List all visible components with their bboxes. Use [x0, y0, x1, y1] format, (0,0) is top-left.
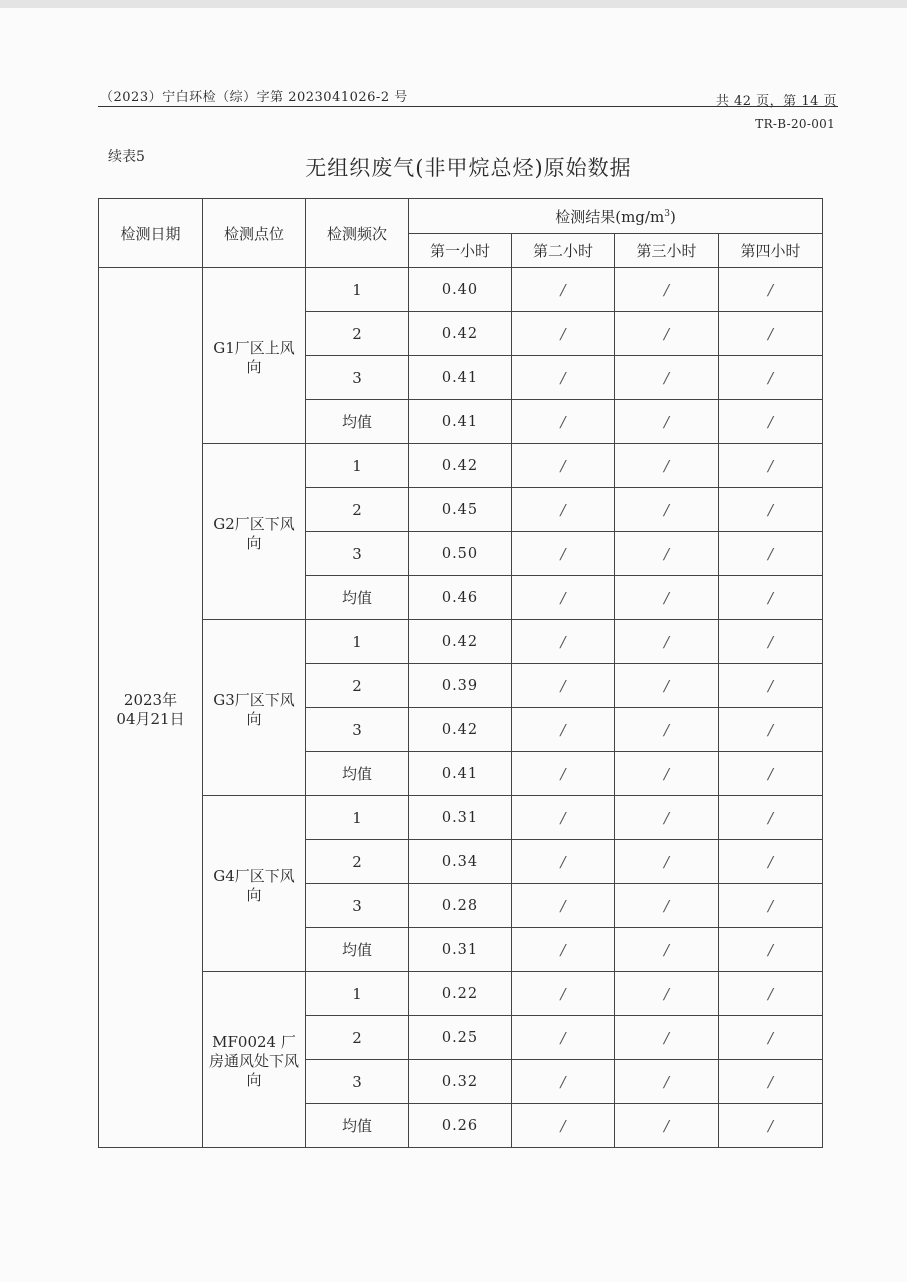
hour3-empty-cell: /	[615, 268, 719, 312]
hour1-value-cell: 0.26	[409, 1104, 512, 1148]
table-row	[99, 620, 823, 664]
hour1-value-cell: 0.42	[409, 312, 512, 356]
table-row	[99, 796, 823, 840]
result-label: 检测结果	[555, 207, 616, 226]
hour1-value-cell: 0.22	[409, 972, 512, 1016]
hour2-empty-cell: /	[512, 444, 615, 488]
col-header-result	[409, 199, 823, 234]
hour3-empty-cell: /	[615, 620, 719, 664]
hour2-empty-cell: /	[512, 928, 615, 972]
document-code: TR-B-20-001	[755, 117, 835, 131]
hour2-empty-cell: /	[512, 664, 615, 708]
hour1-value-cell: 0.39	[409, 664, 512, 708]
hour2-empty-cell: /	[512, 884, 615, 928]
continuation-label: 续表5	[108, 149, 145, 165]
frequency-cell: 3	[306, 884, 409, 928]
hour4-empty-cell: /	[719, 444, 823, 488]
hour3-empty-cell: /	[615, 400, 719, 444]
hour3-empty-cell: /	[615, 444, 719, 488]
hour3-empty-cell: /	[615, 928, 719, 972]
hour1-value-cell: 0.50	[409, 532, 512, 576]
hour1-value-cell: 0.25	[409, 1016, 512, 1060]
frequency-cell: 1	[306, 796, 409, 840]
hour1-value-cell: 0.41	[409, 400, 512, 444]
col-header-frequency: 检测频次	[306, 199, 409, 268]
hour3-empty-cell: /	[615, 796, 719, 840]
frequency-cell: 3	[306, 1060, 409, 1104]
hour3-empty-cell: /	[615, 532, 719, 576]
report-number: （2023）宁白环检（综）字第 2023041026-2 号	[100, 90, 408, 105]
hour4-empty-cell: /	[719, 796, 823, 840]
frequency-cell: 均值	[306, 1104, 409, 1148]
hour1-value-cell: 0.42	[409, 620, 512, 664]
page-title: 无组织废气(非甲烷总烃)原始数据	[305, 156, 632, 180]
hour4-empty-cell: /	[719, 708, 823, 752]
hour4-empty-cell: /	[719, 664, 823, 708]
hour2-empty-cell: /	[512, 708, 615, 752]
hour2-empty-cell: /	[512, 1104, 615, 1148]
header-rule	[98, 106, 838, 107]
hour4-empty-cell: /	[719, 312, 823, 356]
hour4-empty-cell: /	[719, 928, 823, 972]
point-cell: G1厂区上风向	[203, 268, 306, 444]
hour4-empty-cell: /	[719, 532, 823, 576]
hour3-empty-cell: /	[615, 1060, 719, 1104]
hour4-empty-cell: /	[719, 268, 823, 312]
hour2-empty-cell: /	[512, 1060, 615, 1104]
hour4-empty-cell: /	[719, 972, 823, 1016]
hour3-empty-cell: /	[615, 972, 719, 1016]
hour3-empty-cell: /	[615, 664, 719, 708]
hour4-empty-cell: /	[719, 620, 823, 664]
point-cell: G3厂区下风向	[203, 620, 306, 796]
hour3-empty-cell: /	[615, 312, 719, 356]
col-header-date: 检测日期	[99, 199, 203, 268]
hour4-empty-cell: /	[719, 488, 823, 532]
hour2-empty-cell: /	[512, 972, 615, 1016]
hour3-empty-cell: /	[615, 1104, 719, 1148]
hour3-empty-cell: /	[615, 752, 719, 796]
hour4-empty-cell: /	[719, 356, 823, 400]
hour2-empty-cell: /	[512, 488, 615, 532]
hour1-value-cell: 0.42	[409, 444, 512, 488]
hour3-empty-cell: /	[615, 884, 719, 928]
frequency-cell: 均值	[306, 928, 409, 972]
frequency-cell: 2	[306, 664, 409, 708]
hour1-value-cell: 0.42	[409, 708, 512, 752]
point-cell: G2厂区下风向	[203, 444, 306, 620]
hour2-empty-cell: /	[512, 532, 615, 576]
hour1-value-cell: 0.28	[409, 884, 512, 928]
hour4-empty-cell: /	[719, 1016, 823, 1060]
raw-data-table	[98, 198, 823, 1148]
hour1-value-cell: 0.41	[409, 752, 512, 796]
hour4-empty-cell: /	[719, 840, 823, 884]
hour3-empty-cell: /	[615, 840, 719, 884]
hour4-empty-cell: /	[719, 1104, 823, 1148]
frequency-cell: 1	[306, 972, 409, 1016]
hour2-empty-cell: /	[512, 576, 615, 620]
frequency-cell: 均值	[306, 752, 409, 796]
hour2-empty-cell: /	[512, 1016, 615, 1060]
hour1-value-cell: 0.31	[409, 796, 512, 840]
frequency-cell: 3	[306, 532, 409, 576]
hour2-empty-cell: /	[512, 752, 615, 796]
unit-label: $(mg/m^3)$	[615, 207, 676, 226]
hour4-empty-cell: /	[719, 884, 823, 928]
page-info: 共 42 页，第 14 页	[715, 94, 837, 109]
hour1-value-cell: 0.31	[409, 928, 512, 972]
hour1-value-cell: 0.45	[409, 488, 512, 532]
hour4-empty-cell: /	[719, 752, 823, 796]
frequency-cell: 均值	[306, 400, 409, 444]
table-row	[99, 444, 823, 488]
frequency-cell: 1	[306, 444, 409, 488]
frequency-cell: 3	[306, 708, 409, 752]
frequency-cell: 2	[306, 488, 409, 532]
hour2-empty-cell: /	[512, 268, 615, 312]
col-header-point: 检测点位	[203, 199, 306, 268]
frequency-cell: 1	[306, 268, 409, 312]
hour2-empty-cell: /	[512, 620, 615, 664]
hour1-value-cell: 0.32	[409, 1060, 512, 1104]
hour2-empty-cell: /	[512, 796, 615, 840]
frequency-cell: 2	[306, 840, 409, 884]
frequency-cell: 1	[306, 620, 409, 664]
hour3-empty-cell: /	[615, 1016, 719, 1060]
frequency-cell: 均值	[306, 576, 409, 620]
hour4-empty-cell: /	[719, 576, 823, 620]
hour3-empty-cell: /	[615, 488, 719, 532]
hour4-empty-cell: /	[719, 1060, 823, 1104]
hour3-empty-cell: /	[615, 576, 719, 620]
hour3-empty-cell: /	[615, 356, 719, 400]
hour1-value-cell: 0.41	[409, 356, 512, 400]
frequency-cell: 2	[306, 312, 409, 356]
hour2-empty-cell: /	[512, 400, 615, 444]
hour4-empty-cell: /	[719, 400, 823, 444]
date-cell: 2023年 04月21日	[99, 268, 203, 1148]
hour2-empty-cell: /	[512, 840, 615, 884]
col-header-hour-1: 第一小时	[409, 234, 512, 268]
page-top-shade	[0, 0, 907, 8]
hour1-value-cell: 0.40	[409, 268, 512, 312]
point-cell: G4厂区下风向	[203, 796, 306, 972]
hour3-empty-cell: /	[615, 708, 719, 752]
hour1-value-cell: 0.34	[409, 840, 512, 884]
table-row	[99, 972, 823, 1016]
hour1-value-cell: 0.46	[409, 576, 512, 620]
frequency-cell: 3	[306, 356, 409, 400]
frequency-cell: 2	[306, 1016, 409, 1060]
point-cell: MF0024 厂房通风处下风向	[203, 972, 306, 1148]
hour2-empty-cell: /	[512, 356, 615, 400]
table-row	[99, 268, 823, 312]
col-header-hour-4: 第四小时	[719, 234, 823, 268]
hour2-empty-cell: /	[512, 312, 615, 356]
col-header-hour-3: 第三小时	[615, 234, 719, 268]
col-header-hour-2: 第二小时	[512, 234, 615, 268]
